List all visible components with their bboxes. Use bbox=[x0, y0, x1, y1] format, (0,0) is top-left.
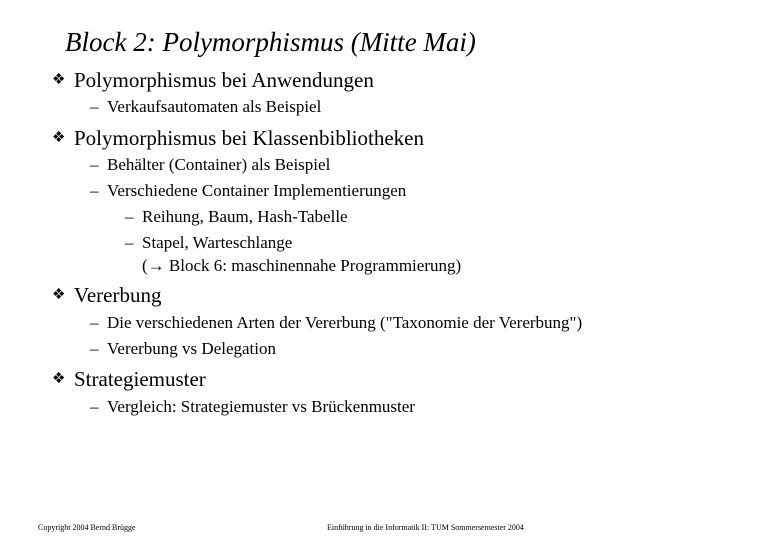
sub-item bbox=[90, 397, 415, 417]
bullet-polymorphismus-anwendungen bbox=[52, 68, 374, 92]
bullet-heading: Polymorphismus bei Klassenbibliotheken bbox=[74, 126, 424, 150]
sub-sub-item bbox=[125, 207, 348, 227]
sub-sub-item bbox=[125, 233, 292, 253]
sub-item bbox=[90, 339, 276, 359]
diamond-bullet-icon: ❖ bbox=[52, 287, 66, 303]
dash-icon: – bbox=[90, 97, 99, 116]
bullet-strategiemuster bbox=[52, 367, 206, 391]
bullet-polymorphismus-klassenbibliotheken bbox=[52, 126, 424, 150]
footer-course: Einführung in die Informatik II: TUM Sommersemester 2004 bbox=[327, 523, 524, 532]
diamond-bullet-icon: ❖ bbox=[52, 72, 66, 88]
sub-item-text: Die verschiedenen Arten der Vererbung ("Taxonomie der Vererbung") bbox=[107, 313, 583, 332]
dash-icon: – bbox=[90, 155, 99, 174]
sub-item bbox=[90, 97, 321, 117]
bullet-heading: Strategiemuster bbox=[74, 367, 206, 391]
sub-item-text: Vererbung vs Delegation bbox=[107, 339, 277, 358]
sub-item bbox=[90, 155, 330, 175]
sub-item-text: Verkaufsautomaten als Beispiel bbox=[107, 97, 322, 116]
footer-copyright: Copyright 2004 Bernd Brügge bbox=[38, 523, 136, 532]
dash-icon: – bbox=[90, 339, 99, 358]
dash-icon: – bbox=[125, 233, 134, 252]
dash-icon: – bbox=[90, 181, 99, 200]
bullet-heading: Vererbung bbox=[74, 283, 162, 307]
sub-item bbox=[90, 313, 582, 333]
sub-sub-item-note: (→ Block 6: maschinennahe Programmierung) bbox=[142, 256, 462, 275]
diamond-bullet-icon: ❖ bbox=[52, 130, 66, 146]
sub-item bbox=[90, 181, 406, 201]
sub-sub-item-text: Stapel, Warteschlange bbox=[142, 233, 293, 252]
dash-icon: – bbox=[90, 313, 99, 332]
dash-icon: – bbox=[125, 207, 134, 226]
slide-title: Block 2: Polymorphismus (Mitte Mai) bbox=[65, 27, 476, 57]
bullet-heading: Polymorphismus bei Anwendungen bbox=[74, 68, 374, 92]
dash-icon: – bbox=[90, 397, 99, 416]
bullet-vererbung bbox=[52, 283, 161, 307]
sub-item-text: Verschiedene Container Implementierungen bbox=[107, 181, 407, 200]
sub-item-text: Behälter (Container) als Beispiel bbox=[107, 155, 331, 174]
diamond-bullet-icon: ❖ bbox=[52, 371, 66, 387]
sub-item-text: Vergleich: Strategiemuster vs Brückenmuster bbox=[107, 397, 415, 416]
sub-sub-item-text: Reihung, Baum, Hash-Tabelle bbox=[142, 207, 348, 226]
